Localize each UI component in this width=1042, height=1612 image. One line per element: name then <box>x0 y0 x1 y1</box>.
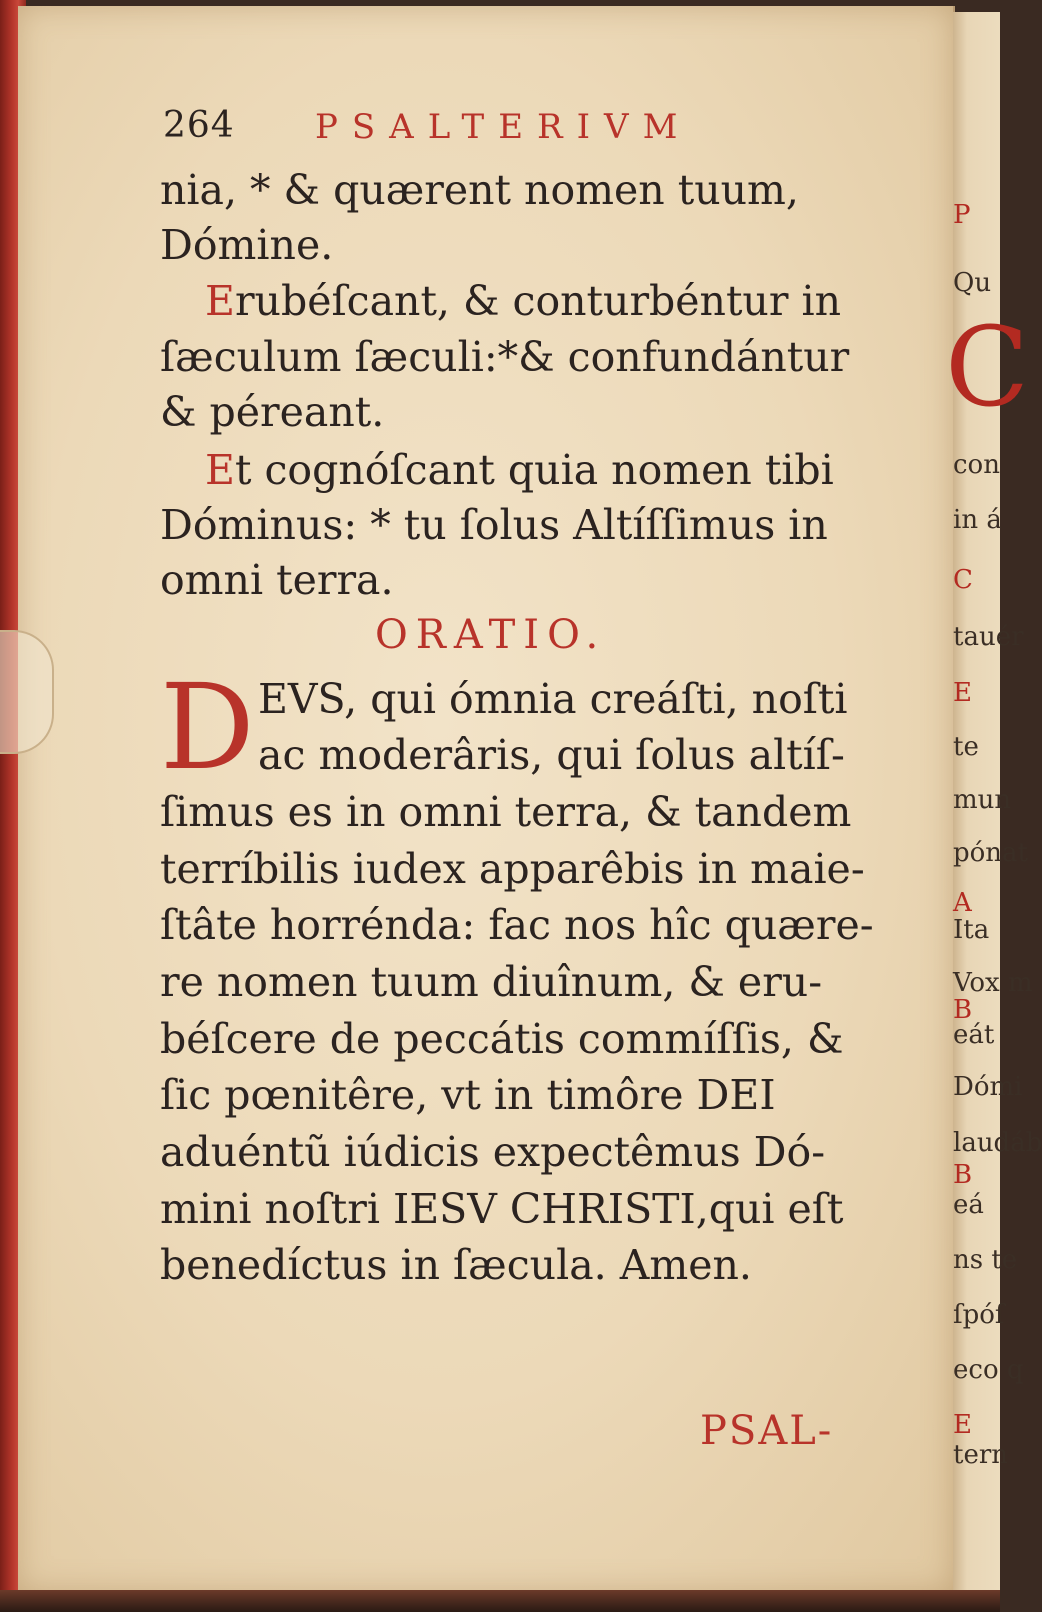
psalm-line: Dómine. <box>160 221 334 269</box>
facing-fragment: in á <box>953 505 1002 535</box>
facing-fragment: P <box>953 200 971 230</box>
psalm-line: & péreant. <box>160 388 385 436</box>
facing-fragment: Vox m <box>953 968 1033 998</box>
facing-fragment: C <box>953 565 973 595</box>
facing-fragment: E <box>953 678 972 708</box>
facing-fragment: E <box>953 1410 972 1440</box>
facing-fragment: Ita <box>953 915 990 945</box>
facing-page <box>945 12 1042 1592</box>
oratio-line: mini noſtri IESV CHRISTI,qui eſt <box>160 1185 844 1233</box>
facing-fragment: ſpóſ <box>953 1300 1005 1330</box>
oratio-line: aduéntũ iúdicis expectêmus Dó- <box>160 1128 826 1176</box>
section-heading: ORATIO. <box>375 612 607 658</box>
psalm-line: Dóminus: * tu ſolus Altíſſimus in <box>160 501 828 549</box>
facing-dropcap: C <box>945 303 1030 431</box>
page-number: 264 <box>163 105 235 146</box>
page-header <box>163 105 863 165</box>
verse-initial: E <box>205 446 235 494</box>
facing-fragment: ns te <box>953 1245 1018 1275</box>
psalm-line: nia, * & quærent nomen tuum, <box>160 166 799 214</box>
verse-text: rubéſcant, & conturbéntur in <box>234 277 841 325</box>
oratio-line: benedíctus in ſæcula. Amen. <box>160 1241 752 1289</box>
bookmark-tab <box>0 630 54 754</box>
facing-fragment: pónat <box>953 838 1028 868</box>
oratio-line: re nomen tuum diuînum, & eru- <box>160 958 823 1006</box>
oratio-line: ſtâte horrénda: fac nos hîc quære- <box>160 901 874 949</box>
psalm-verse <box>205 274 895 329</box>
facing-fragment: Qu <box>953 268 992 298</box>
psalm-line: omni terra. <box>160 556 394 604</box>
facing-fragment: A <box>953 888 972 918</box>
facing-fragment: eco q <box>953 1355 1024 1385</box>
psalm-verse <box>205 443 895 498</box>
psalm-line: ſæculum ſæculi:*& confundántur <box>160 333 850 381</box>
facing-fragment: B <box>953 1160 973 1190</box>
drop-cap: D <box>160 658 255 796</box>
oratio-line: béſcere de peccátis commíſſis, & <box>160 1015 844 1063</box>
running-head: PSALTERIVM <box>315 107 692 147</box>
verse-text: t cognóſcant quia nomen tibi <box>234 446 834 494</box>
facing-fragment: mun <box>953 785 1012 815</box>
facing-fragment: te <box>953 732 979 762</box>
facing-fragment: tauér <box>953 622 1024 652</box>
page-edge-bottom <box>0 1590 1000 1612</box>
oratio-line: terríbilis iudex apparêbis in maie- <box>160 845 865 893</box>
facing-fragment: eá <box>953 1190 984 1220</box>
facing-fragment: B <box>953 995 973 1025</box>
facing-fragment: tern <box>953 1440 1009 1470</box>
facing-fragment: Dómi <box>953 1072 1023 1102</box>
oratio-line: ſic pœnitêre, vt in timôre DEI <box>160 1071 776 1119</box>
oratio-line: ſimus es in omni terra, & tandem <box>160 788 852 836</box>
facing-fragment: eát <box>953 1020 995 1050</box>
facing-fragment: con <box>953 450 1000 480</box>
oratio-line: EVS, qui ómnia creáſti, noſti <box>258 675 848 723</box>
facing-fragment: laudáb <box>953 1128 1042 1158</box>
catchword: PSAL- <box>700 1408 834 1454</box>
verse-initial: E <box>205 277 235 325</box>
oratio-line: ac moderâris, qui ſolus altíſ- <box>258 731 845 779</box>
